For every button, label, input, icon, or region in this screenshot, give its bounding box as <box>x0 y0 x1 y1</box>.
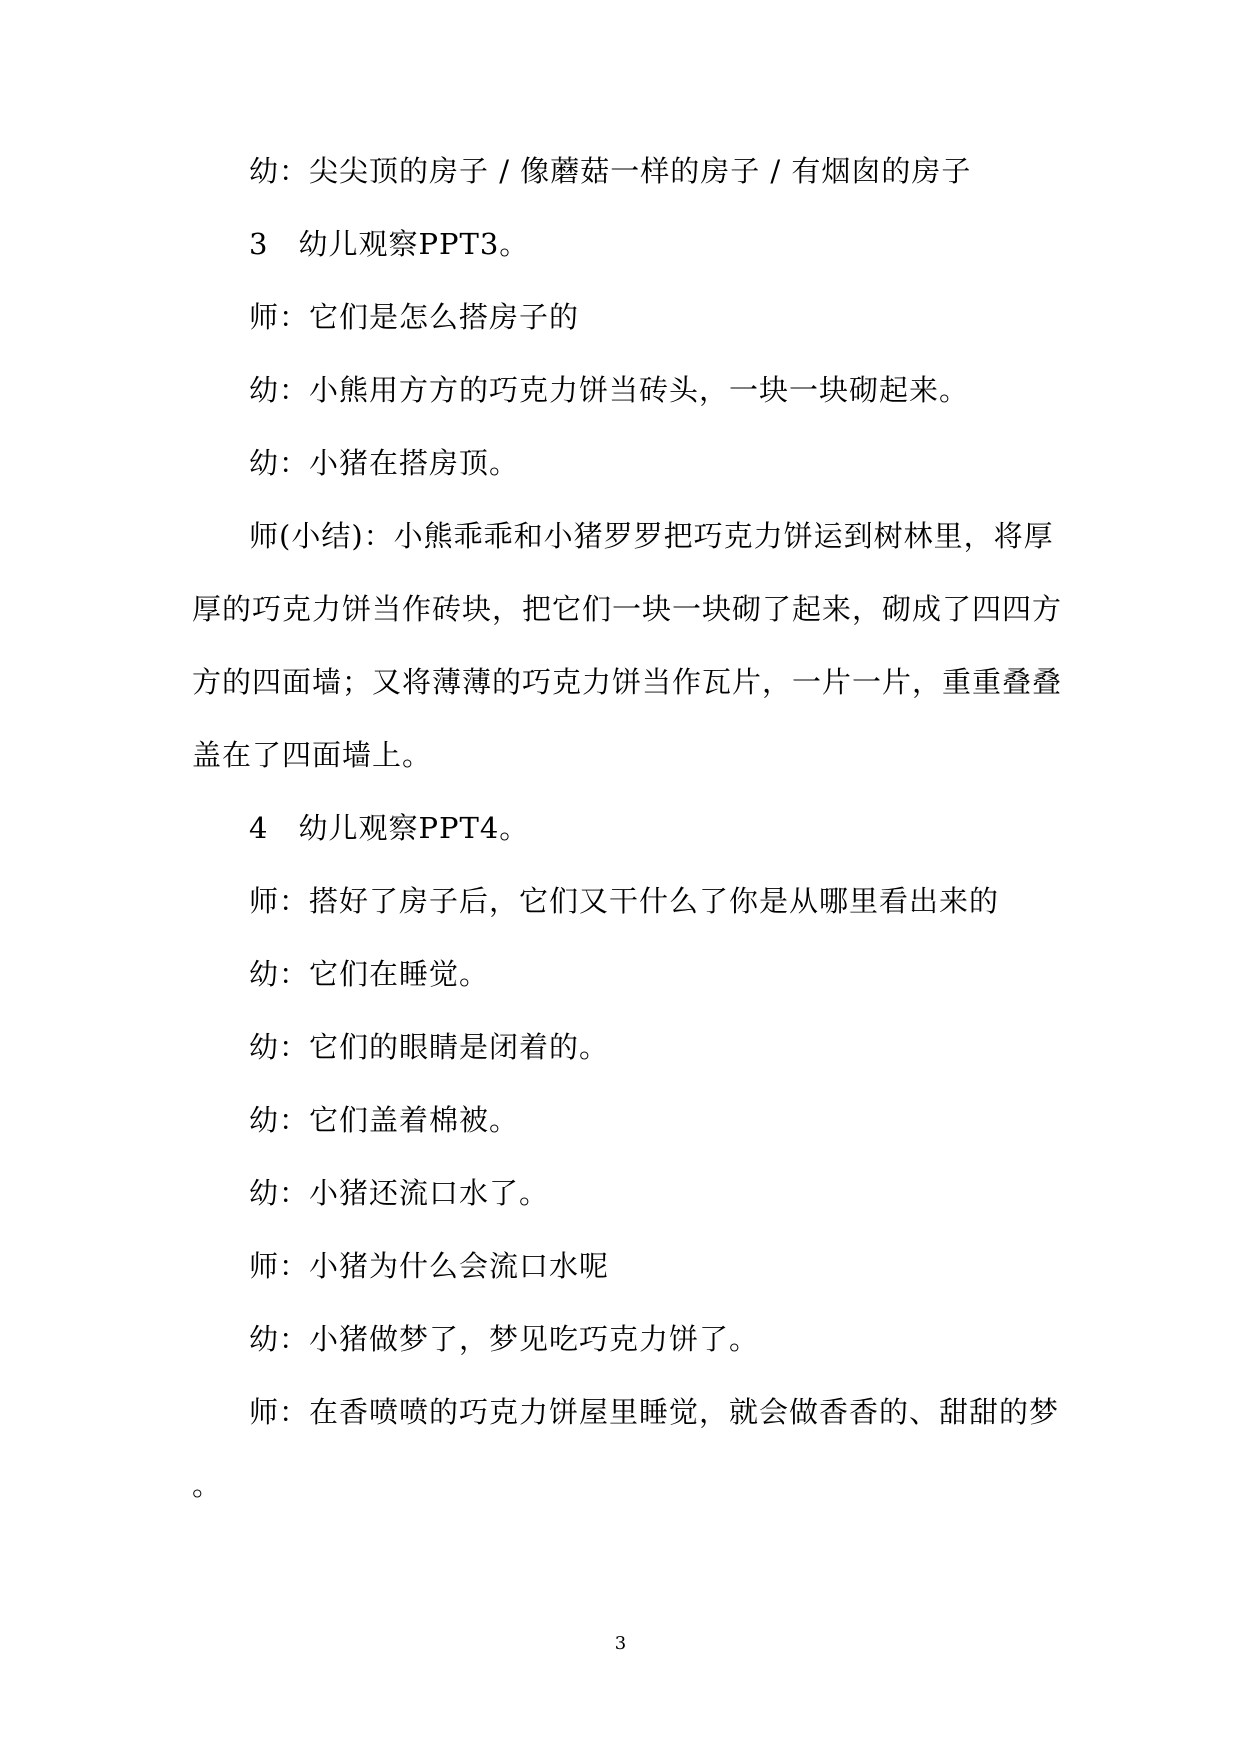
text-line: 幼：它们的眼睛是闭着的。 <box>249 1030 610 1064</box>
text-line: 幼：它们在睡觉。 <box>249 957 490 991</box>
text-line: 幼：尖尖顶的房子 / 像蘑菇一样的房子 / 有烟囱的房子 <box>249 154 972 188</box>
paragraph-line: 师：在香喷喷的巧克力饼屋里睡觉，就会做香香的、甜甜的梦 <box>249 1395 1060 1429</box>
text-line: 幼：它们盖着棉被。 <box>249 1103 520 1137</box>
paragraph-line: 师(小结)：小熊乖乖和小猪罗罗把巧克力饼运到树林里，将厚 <box>249 519 1054 553</box>
text-line: 幼：小猪还流口水了。 <box>249 1176 550 1210</box>
text-line: 幼：小猪做梦了，梦见吃巧克力饼了。 <box>249 1322 760 1356</box>
page-number: 3 <box>614 1633 627 1654</box>
paragraph-line: 厚的巧克力饼当作砖块，把它们一块一块砌了起来，砌成了四四方 <box>192 592 1063 626</box>
paragraph-line: 盖在了四面墙上。 <box>192 738 433 772</box>
text-line: 师：它们是怎么搭房子的 <box>249 300 580 334</box>
text-line: 4 幼儿观察PPT4。 <box>249 811 530 845</box>
text-line: 师：小猪为什么会流口水呢 <box>249 1249 610 1283</box>
text-line: 幼：小熊用方方的巧克力饼当砖头，一块一块砌起来。 <box>249 373 970 407</box>
paragraph-line: 。 <box>192 1468 223 1502</box>
text-line: 幼：小猪在搭房顶。 <box>249 446 520 480</box>
paragraph-line: 方的四面墙；又将薄薄的巧克力饼当作瓦片，一片一片，重重叠叠 <box>192 665 1063 699</box>
text-line: 3 幼儿观察PPT3。 <box>249 227 530 261</box>
text-line: 师：搭好了房子后，它们又干什么了你是从哪里看出来的 <box>249 884 1000 918</box>
